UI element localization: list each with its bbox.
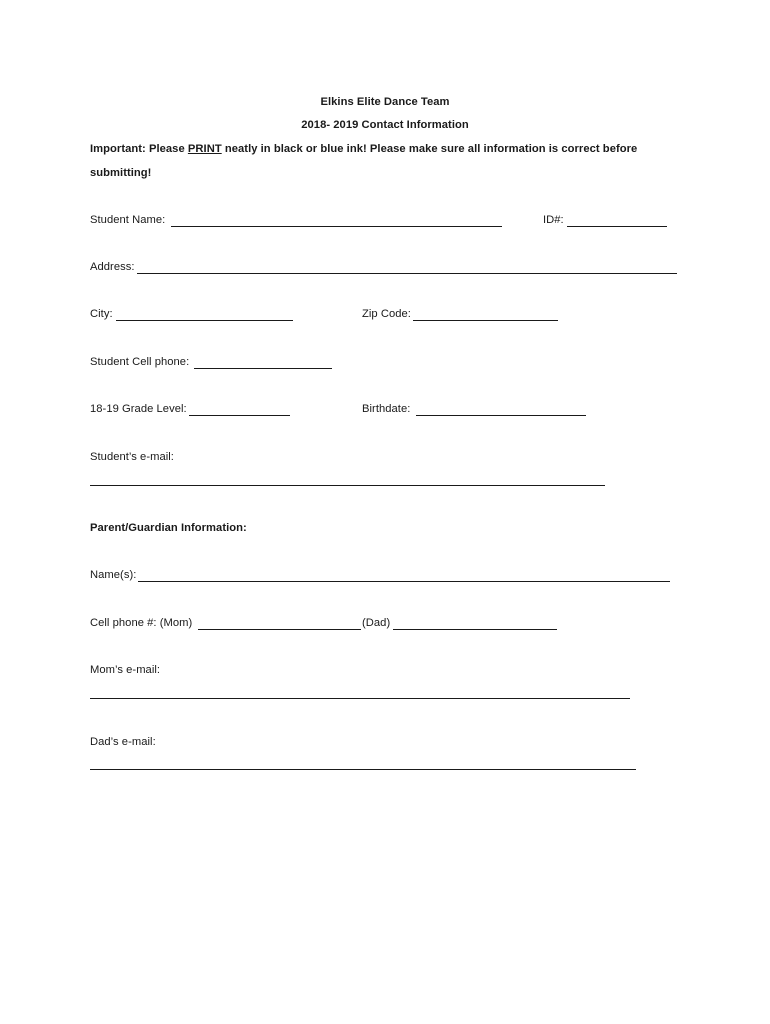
student-cell-label: Student Cell phone:	[90, 356, 190, 368]
important-instructions-line2: submitting!	[90, 167, 152, 179]
parent-names-label: Name(s):	[90, 569, 137, 581]
birthdate-field[interactable]	[416, 415, 586, 416]
important-prefix: Important: Please	[90, 143, 188, 155]
address-label: Address:	[90, 261, 135, 273]
dad-email-field[interactable]	[90, 769, 636, 770]
important-instructions	[90, 142, 637, 156]
id-field[interactable]	[567, 226, 667, 227]
mom-email-field[interactable]	[90, 698, 630, 699]
print-emphasis: PRINT	[187, 143, 222, 155]
parent-names-field[interactable]	[138, 581, 670, 582]
important-suffix: neatly in black or blue ink! Please make sure all information is correct before	[221, 143, 638, 155]
mom-cell-field[interactable]	[198, 629, 361, 630]
form-title: Elkins Elite Dance Team	[320, 96, 450, 108]
id-label: ID#:	[543, 214, 564, 226]
city-field[interactable]	[116, 320, 293, 321]
dad-email-label: Dad’s e-mail:	[90, 736, 156, 748]
grade-level-label: 18-19 Grade Level:	[90, 403, 187, 415]
parent-guardian-heading: Parent/Guardian Information:	[90, 522, 247, 534]
grade-level-field[interactable]	[189, 415, 290, 416]
mom-cell-label: Cell phone #: (Mom)	[90, 617, 193, 629]
address-field[interactable]	[137, 273, 677, 274]
student-name-label: Student Name:	[90, 214, 166, 226]
student-cell-field[interactable]	[194, 368, 332, 369]
student-email-field[interactable]	[90, 485, 605, 486]
dad-cell-field[interactable]	[393, 629, 557, 630]
zip-code-label: Zip Code:	[362, 308, 411, 320]
student-name-field[interactable]	[171, 226, 502, 227]
city-label: City:	[90, 308, 113, 320]
zip-code-field[interactable]	[413, 320, 558, 321]
mom-email-label: Mom’s e-mail:	[90, 664, 161, 676]
birthdate-label: Birthdate:	[362, 403, 411, 415]
dad-cell-label: (Dad)	[362, 617, 391, 629]
student-email-label: Student’s e-mail:	[90, 451, 174, 463]
form-subtitle: 2018- 2019 Contact Information	[301, 119, 469, 131]
